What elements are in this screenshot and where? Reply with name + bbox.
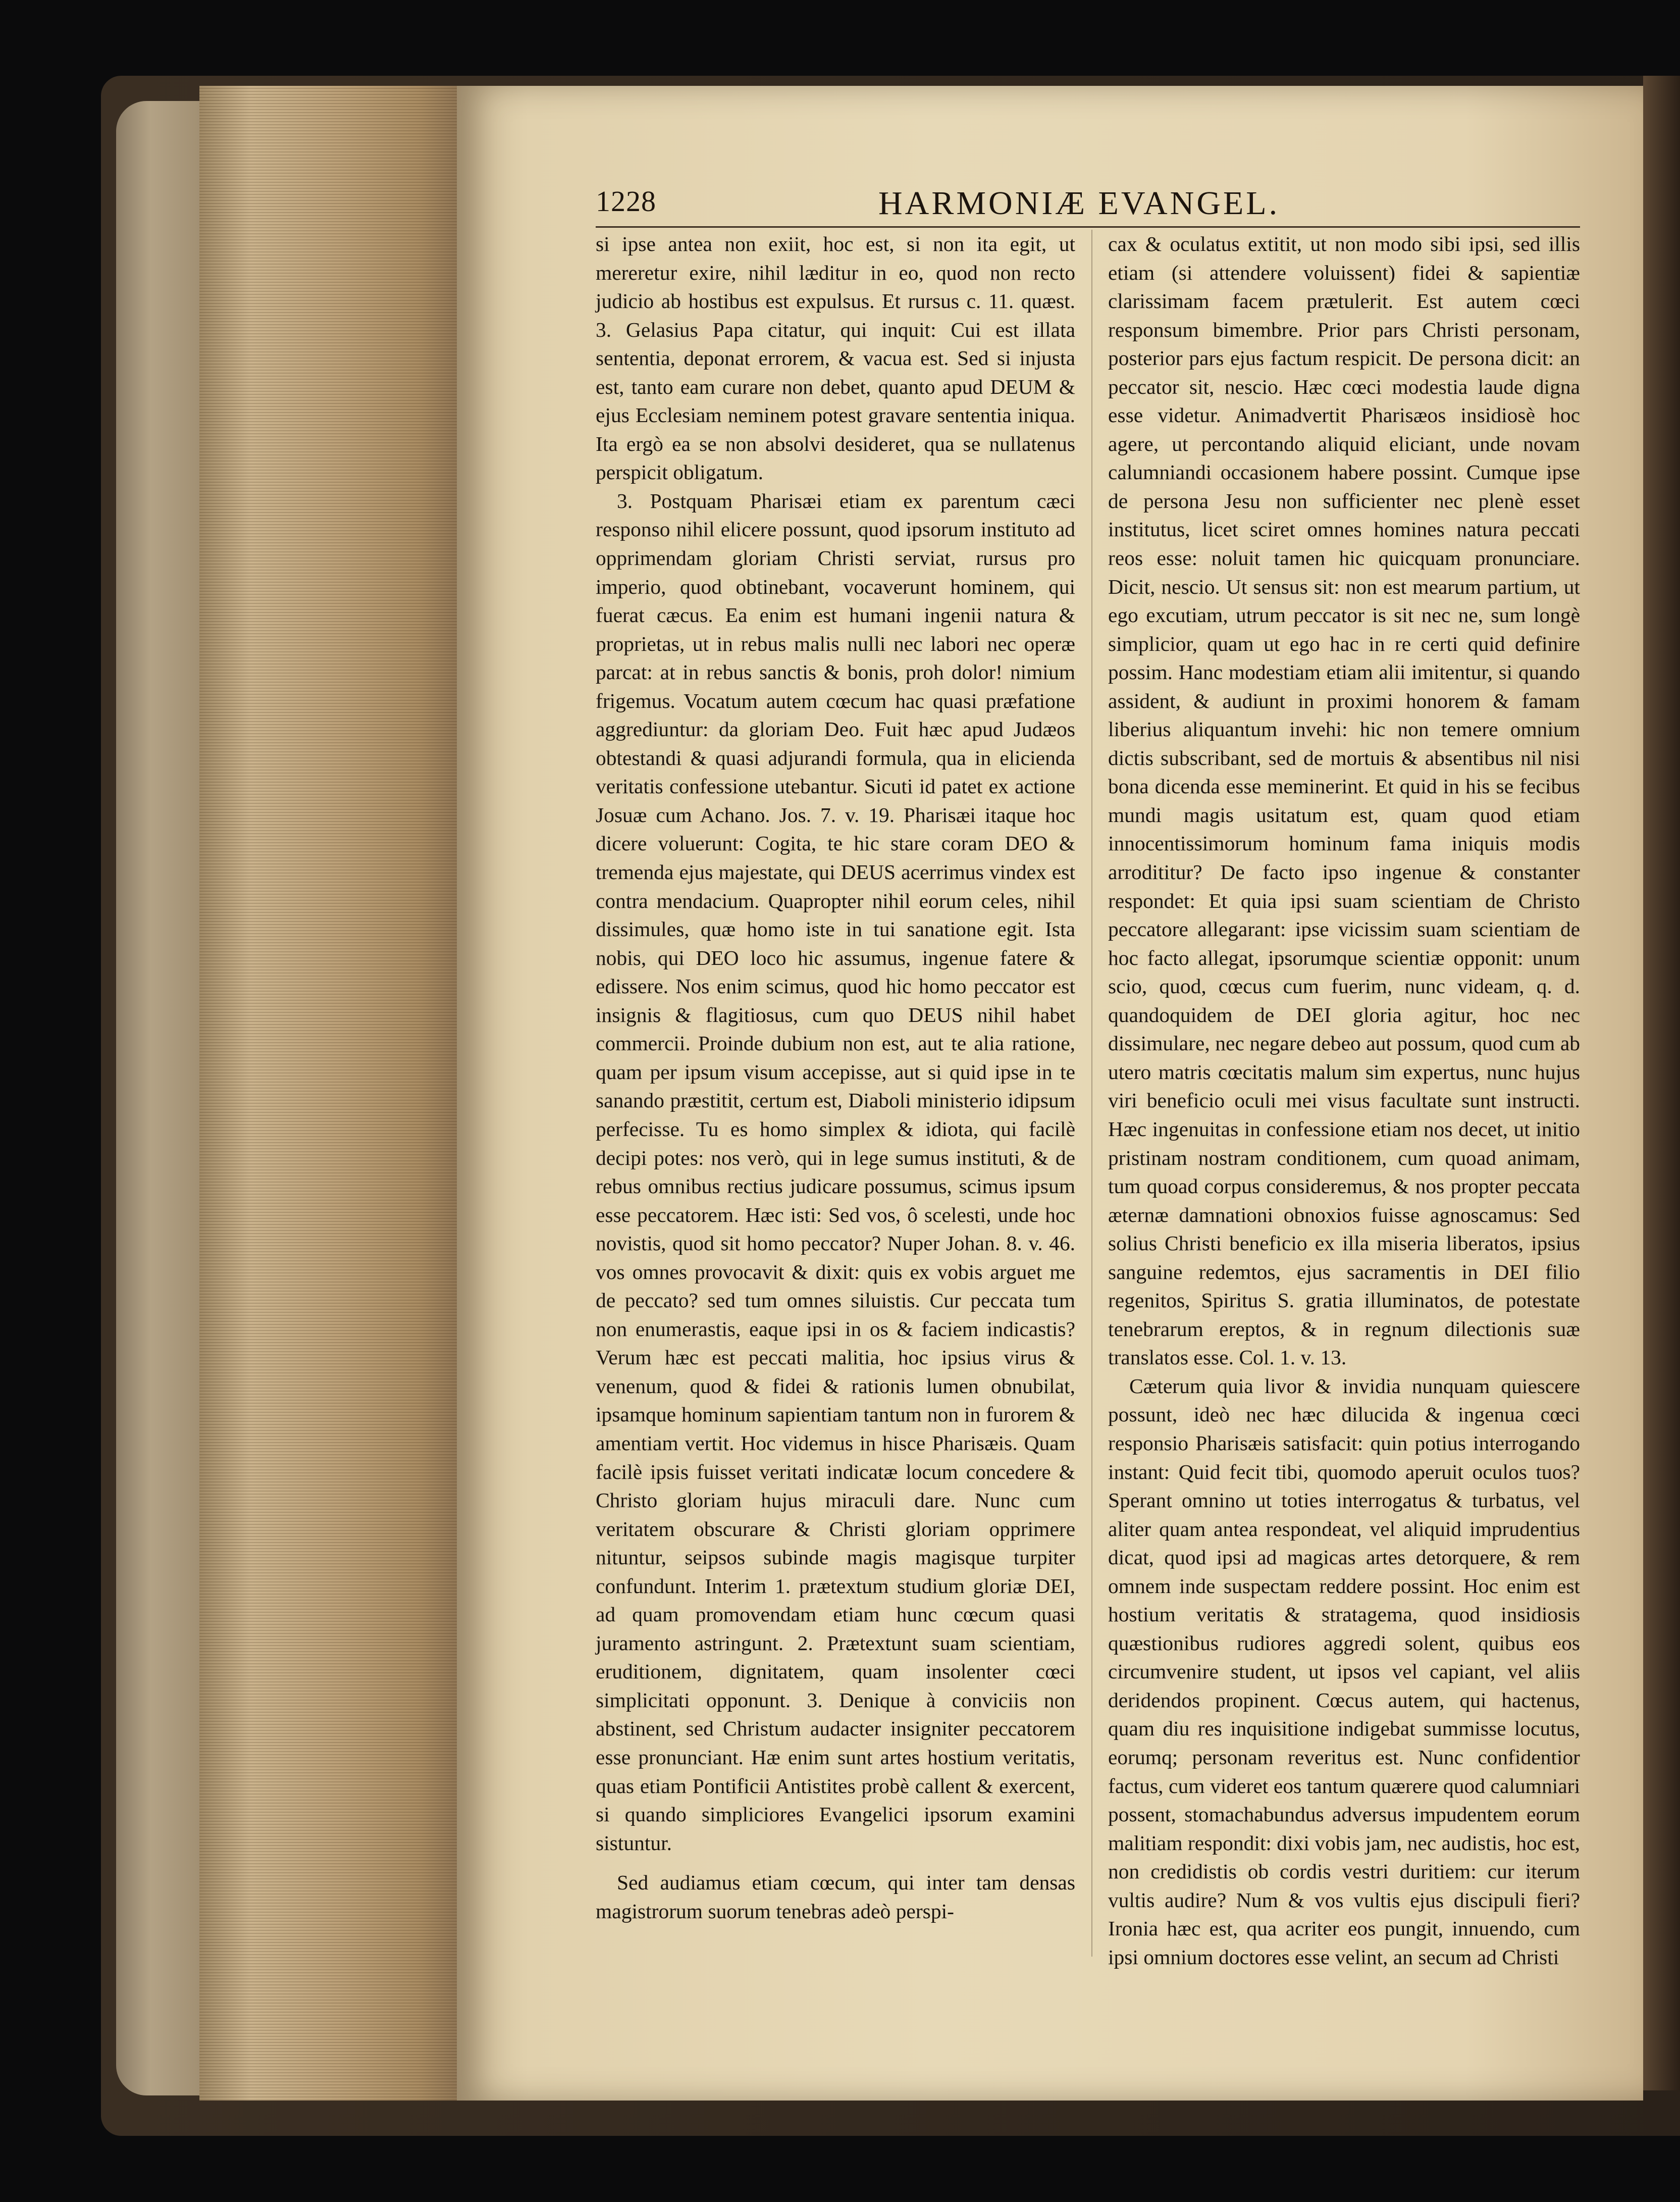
column-divider <box>1091 230 1092 1957</box>
header-rule <box>596 226 1580 228</box>
paragraph: cax & oculatus extitit, ut non modo sibi ipsi, sed illis etiam (si attendere voluissent) fidei & sapientiæ clarissimam facem prætulerit. Est autem cœci responsum bimembre. Prior pars Christi personam, posterior pars ejus factum respicit. De persona dicit: an peccator sit, nescio. Hæc cœci modestia laude digna esse videtur. Animadvertit Pharisæos insidiosè hoc agere, ut percontando aliquid eliciant, unde novam calumniandi occasionem habere possint. Cumque ipse de persona Jesu non sufficienter nec plenè esset institutus, licet sciret omnes homines natura peccati reos esse: noluit tamen hic quicquam pronunciare. Dicit, nescio. Ut sensus sit: non est mearum partium, ut ego excutiam, utrum peccator is sit nec ne, sum longè simplicior, quam ut ego hac in re certi quid definire possim. Hanc modestiam etiam alii imitentur, si quando assident, & audiunt in proximi honorem & famam liberius aliquantum invehi: hic non temere omnium dictis subscribant, sed de mortuis & absentibus nil nisi bona dicenda esse meminerint. Et quid in his se fecibus mundi magis usitatum est, quam quod etiam innocentissimorum hominum fama iniquis modis arrodititur? De facto ipso ingenue & constanter respondet: Et quia ipsi suam scientiam de Christo peccatore allegarant: ipse vicissim suam scientiam de hoc facto allegat, ipsorumque scientiæ opponit: unum scio, quod, cœcus cum fuerim, nunc videam, q. d. quandoquidem de DEI gloria agitur, hoc nec dissimulare, nec negare debeo aut possum, quod cum ab utero matris cœcitatis malum sim expertus, nunc hujus viri beneficio oculi mei visus facultate sunt instructi. Hæc ingenuitas in confessione etiam nos decet, ut initio pristinam nostram conditionem, cum quoad animam, tum quoad corpus consideremus, & nos propter peccata æternæ damnationi obnoxios fuisse agnoscamus: Sed solius Christi beneficio ex illa miseria liberatos, ipsius sanguine redemtos, ejus sacramentis in DEI filio regenitos, Spiritus S. gratia illuminatos, de potestate tenebrarum ereptos, & in regnum dilectionis suæ translatos esse. Col. 1. v. 13. <box>1108 232 1580 1369</box>
book-spine <box>116 101 202 2095</box>
paragraph: si ipse antea non exiit, hoc est, si non ita egit, ut mereretur exire, nihil læditur in eo, quod non recto judicio ab hostibus est expulsus. Et rursus c. 11. quæst. 3. Gelasius Papa citatur, qui inquit: Cui est illata sententia, deponat errorem, & vacua est. Sed si injusta est, tanto eam curare non debet, quanto apud DEUM & ejus Ecclesiam neminem potest gravare sententia iniqua. Ita ergò ea se non absolvi desideret, qua se nullatenus perspicit obligatum. <box>596 232 1075 484</box>
text-column-right <box>1108 230 1580 1971</box>
text-column-left <box>596 230 1075 1925</box>
paragraph: 3. Postquam Pharisæi etiam ex parentum cæci responso nihil elicere possunt, quod ipsorum instituto ad opprimendam gloriam Christi serviat, rursus pro imperio, quod obtinebant, vocaverunt hominem, qui fuerat cæcus. Ea enim est humani ingenii natura & proprietas, ut in rebus malis nulli nec labori nec operæ parcat: at in rebus sanctis & bonis, proh dolor! nimium frigemus. Vocatum autem cœcum hac quasi præfatione aggrediuntur: da gloriam Deo. Fuit hæc apud Judæos obtestandi & quasi adjurandi formula, qua in elicienda veritatis confessione utebantur. Sicuti id patet ex actione Josuæ cum Achano. Jos. 7. v. 19. Pharisæi itaque hoc dicere voluerunt: Cogita, te hic stare coram DEO & tremenda ejus majestate, qui DEUS acerrimus vindex est contra mendacium. Quapropter nihil eorum celes, nihil dissimules, quæ homo iste in tui sanatione egit. Ista nobis, qui DEO loco hic assumus, ingenue fatere & edissere. Nos enim scimus, quod hic homo peccator est insignis & flagitiosus, cum quo DEUS nihil habet commercii. Proinde dubium non est, aut te alia ratione, quam per ipsum visum accepisse, aut si quid ipse in te sanando præstitit, certum est, Diaboli ministerio idipsum perfecisse. Tu es homo simplex & idiota, qui facilè decipi potes: nos verò, qui in lege sumus instituti, & de rebus omnibus rectius judicare possumus, scimus ipsum esse peccatorem. Hæc isti: Sed vos, ô scelesti, unde hoc novistis, quod sit homo peccator? Nuper Johan. 8. v. 46. vos omnes provocavit & dixit: quis ex vobis arguet me de peccato? sed tum omnes siluistis. Cur peccata tum non enumerastis, eaque ipsi in os & faciem indicastis? Verum hæc est peccati malitia, hoc ipsius virus & venenum, quod & fidei & rationis lumen obnubilat, ipsamque hominum sapientiam tantum non in furorem & amentiam vertit. Hoc videmus in hisce Pharisæis. Quam facilè ipsis fuisset veritati indicatæ locum concedere & Christo gloriam hujus miraculi dare. Nunc cum veritatem obscurare & Christi gloriam opprimere nituntur, seipsos subinde magis magisque turpiter confundunt. Interim 1. prætextum studium gloriæ DEI, ad quam promovendam etiam hunc cœcum quasi juramento astringunt. 2. Prætextunt suam scientiam, eruditionem, dignitatem, quam insolenter cœci simplicitati opponunt. 3. Denique à conviciis non abstinent, sed Christum audacter insigniter peccatorem esse pronunciant. Hæ enim sunt artes hostium veritatis, quas etiam Pontificii Antistites probè callent & exercent, si quando simpliciores Evangelici ipsorum examini sistuntur. <box>596 489 1075 1855</box>
page-header <box>596 184 1585 225</box>
page-block-edge <box>199 86 457 2101</box>
paragraph: Sed audiamus etiam cœcum, qui inter tam densas magistrorum suorum tenebras adeò perspi- <box>596 1871 1075 1923</box>
running-title: HARMONIÆ EVANGEL. <box>878 185 1280 222</box>
paragraph-gap <box>596 1857 1075 1868</box>
page-number: 1228 <box>596 185 656 218</box>
paragraph: Cæterum quia livor & invidia nunquam quiescere possunt, ideò nec hæc dilucida & ingenua cœci responsio Pharisæis satisfacit: quin potius interrogando instant: Quid fecit tibi, quomodo aperuit oculos tuos? Sperant omnino ut toties interrogatus & turbatus, vel aliter quam antea respondeat, vel aliquid imprudentius dicat, quod ipsi ad magicas artes detorquere, & rem omnem inde suspectam reddere possint. Hoc enim est hostium veritatis & stratagema, quod insidiosis quæstionibus rudiores aggredi solent, quibus eos circumvenire student, ut ipsos vel capiant, vel aliis deridendos propinent. Cœcus autem, qui hactenus, quam diu res inquisitione indigebat summisse locutus, eorumq; personam reveritus est. Nunc confidentior factus, cum videret eos tantum quærere quod calumniari possent, stomachabundus adversus impudentem eorum malitiam respondit: dixi vobis jam, nec audistis, hoc est, non credidistis ob cordis vestri duritiem: cur iterum vultis audire? Num & vos vultis ejus discipuli fieri? Ironia hæc est, qua acriter eos pungit, innuendo, cum ipsi omnium doctores esse velint, an secum ad Christi <box>1108 1374 1580 1969</box>
facing-page-edge <box>1643 76 1680 2090</box>
